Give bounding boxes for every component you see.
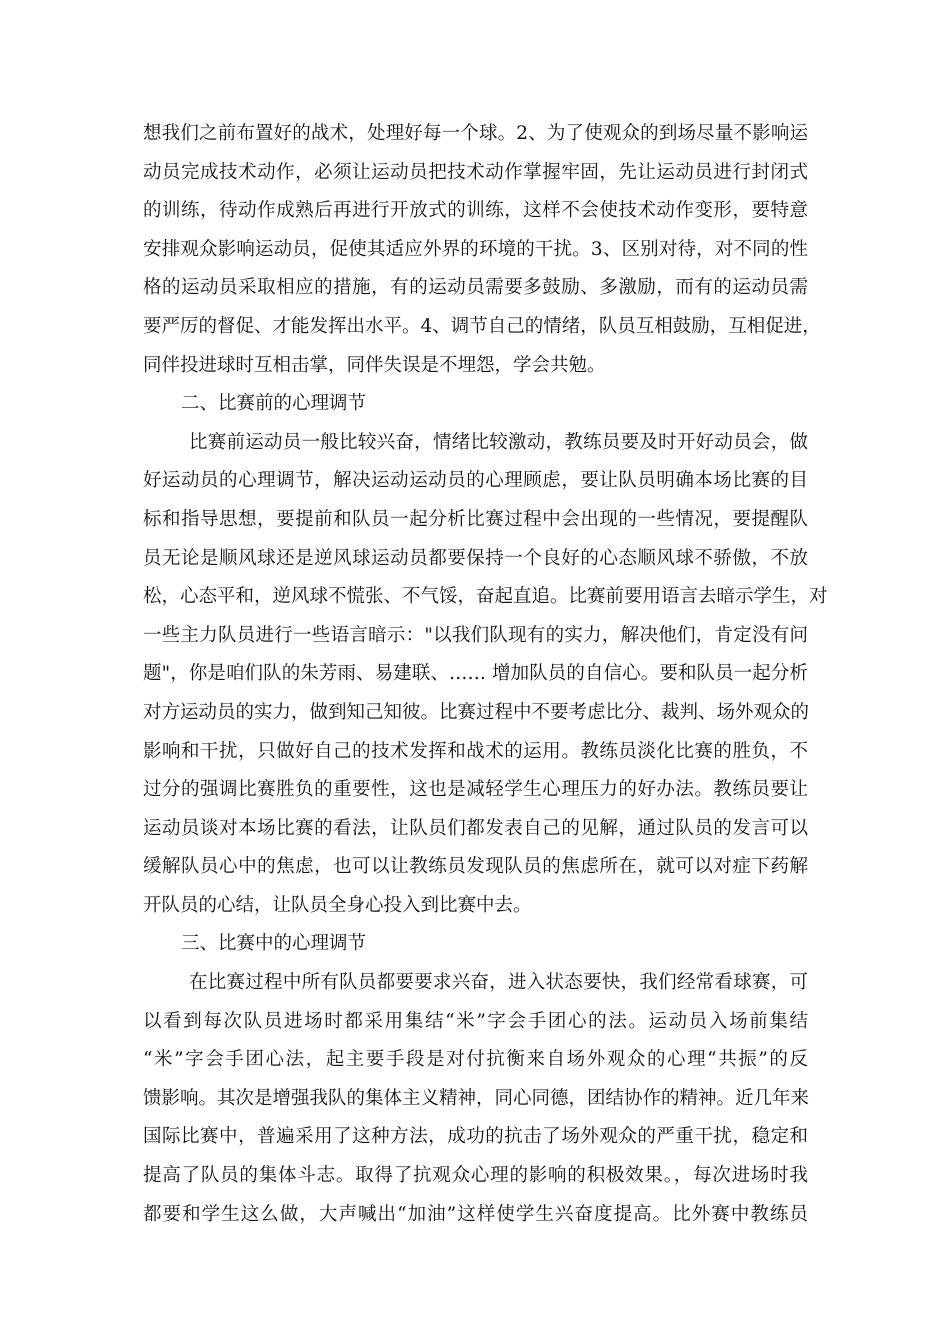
text-line: 想我们之前布置好的战术，处理好每一个球。2、为了使观众的到场尽量不影响运	[143, 123, 808, 144]
document-page	[143, 115, 828, 1234]
text-line: 在比赛过程中所有队员都要要求兴奋，进入状态要快，我们经常看球赛，可	[189, 972, 808, 994]
paragraph-3	[143, 964, 808, 1234]
text-line: 好运动员的心理调节，解决运动运动员的心理顾虑，要让队员明确本场比赛的目	[143, 470, 808, 492]
text-line: 员无论是顺风球还是逆风球运动员都要保持一个良好的心态顺风球不骄傲，不放	[143, 547, 808, 569]
paragraph-2	[143, 424, 828, 926]
text-line: 馈影响。其次是增强我队的集体主义精神，同心同德，团结协作的精神。近几年来	[143, 1087, 810, 1109]
text-line: 的训练，待动作成熟后再进行开放式的训练，这样不会使技术动作变形，要特意	[143, 200, 808, 222]
text-line: 对方运动员的实力，做到知己知彼。比赛过程中不要考虑比分、裁判、场外观众的	[143, 701, 810, 723]
text-line: 松，心态平和，逆风球不慌张、不气馁，奋起直追。比赛前要用语言去暗示学生，对	[143, 586, 828, 608]
text-line: 以看到每次队员进场时都采用集结“米”字会手团心的法。运动员入场前集结	[143, 1010, 808, 1032]
text-line: 格的运动员采取相应的措施，有的运动员需要多鼓励、多激励，而有的运动员需	[143, 277, 808, 299]
text-line: 题"，你是咱们队的朱芳雨、易建联、…… 增加队员的自信心。要和队员一起分析	[143, 663, 808, 685]
text-line: 动员完成技术动作，必须让运动员把技术动作掌握牢固，先让运动员进行封闭式	[143, 161, 808, 183]
text-line: 运动员谈对本场比赛的看法，让队员们都发表自己的见解，通过队员的发言可以	[143, 817, 808, 839]
text-line: 一些主力队员进行一些语言暗示："以我们队现有的实力，解决他们，肯定没有问	[143, 624, 808, 646]
section-heading-2: 二、比赛前的心理调节	[181, 393, 367, 415]
text-line: 标和指导思想，要提前和队员一起分析比赛过程中会出现的一些情况，要提醒队	[143, 508, 808, 530]
section-heading-3: 三、比赛中的心理调节	[181, 933, 367, 955]
text-line: 比赛前运动员一般比较兴奋，情绪比较激动，教练员要及时开好动员会，做	[189, 431, 808, 453]
text-line: “米”字会手团心法，起主要手段是对付抗衡来自场外观众的心理“共振”的反	[143, 1049, 808, 1071]
text-line: 要严厉的督促、才能发挥出水平。4、调节自己的情绪，队员互相鼓励，互相促进，	[143, 315, 821, 337]
paragraph-1	[143, 115, 821, 385]
text-line: 国际比赛中，普遍采用了这种方法，成功的抗击了场外观众的严重干扰，稳定和	[143, 1126, 808, 1148]
text-line: 安排观众影响运动员，促使其适应外界的环境的干扰。3、区别对待，对不同的性	[143, 238, 808, 260]
text-line: 开队员的心结，让队员全身心投入到比赛中去。	[143, 894, 532, 916]
text-line: 过分的强调比赛胜负的重要性，这也是减轻学生心理压力的好办法。教练员要让	[143, 779, 808, 801]
text-line: 同伴投进球时互相击掌，同伴失误是不埋怨，学会共勉。	[143, 354, 606, 376]
text-line: 都要和学生这么做，大声喊出“加油”这样使学生兴奋度提高。比外赛中教练员	[143, 1203, 808, 1225]
text-line: 提高了队员的集体斗志。取得了抗观众心理的影响的积极效果。，每次进场时我	[143, 1165, 808, 1187]
text-line: 缓解队员心中的焦虑，也可以让教练员发现队员的焦虑所在，就可以对症下药解	[143, 856, 808, 878]
text-line: 影响和干扰，只做好自己的技术发挥和战术的运用。教练员淡化比赛的胜负，不	[143, 740, 808, 762]
